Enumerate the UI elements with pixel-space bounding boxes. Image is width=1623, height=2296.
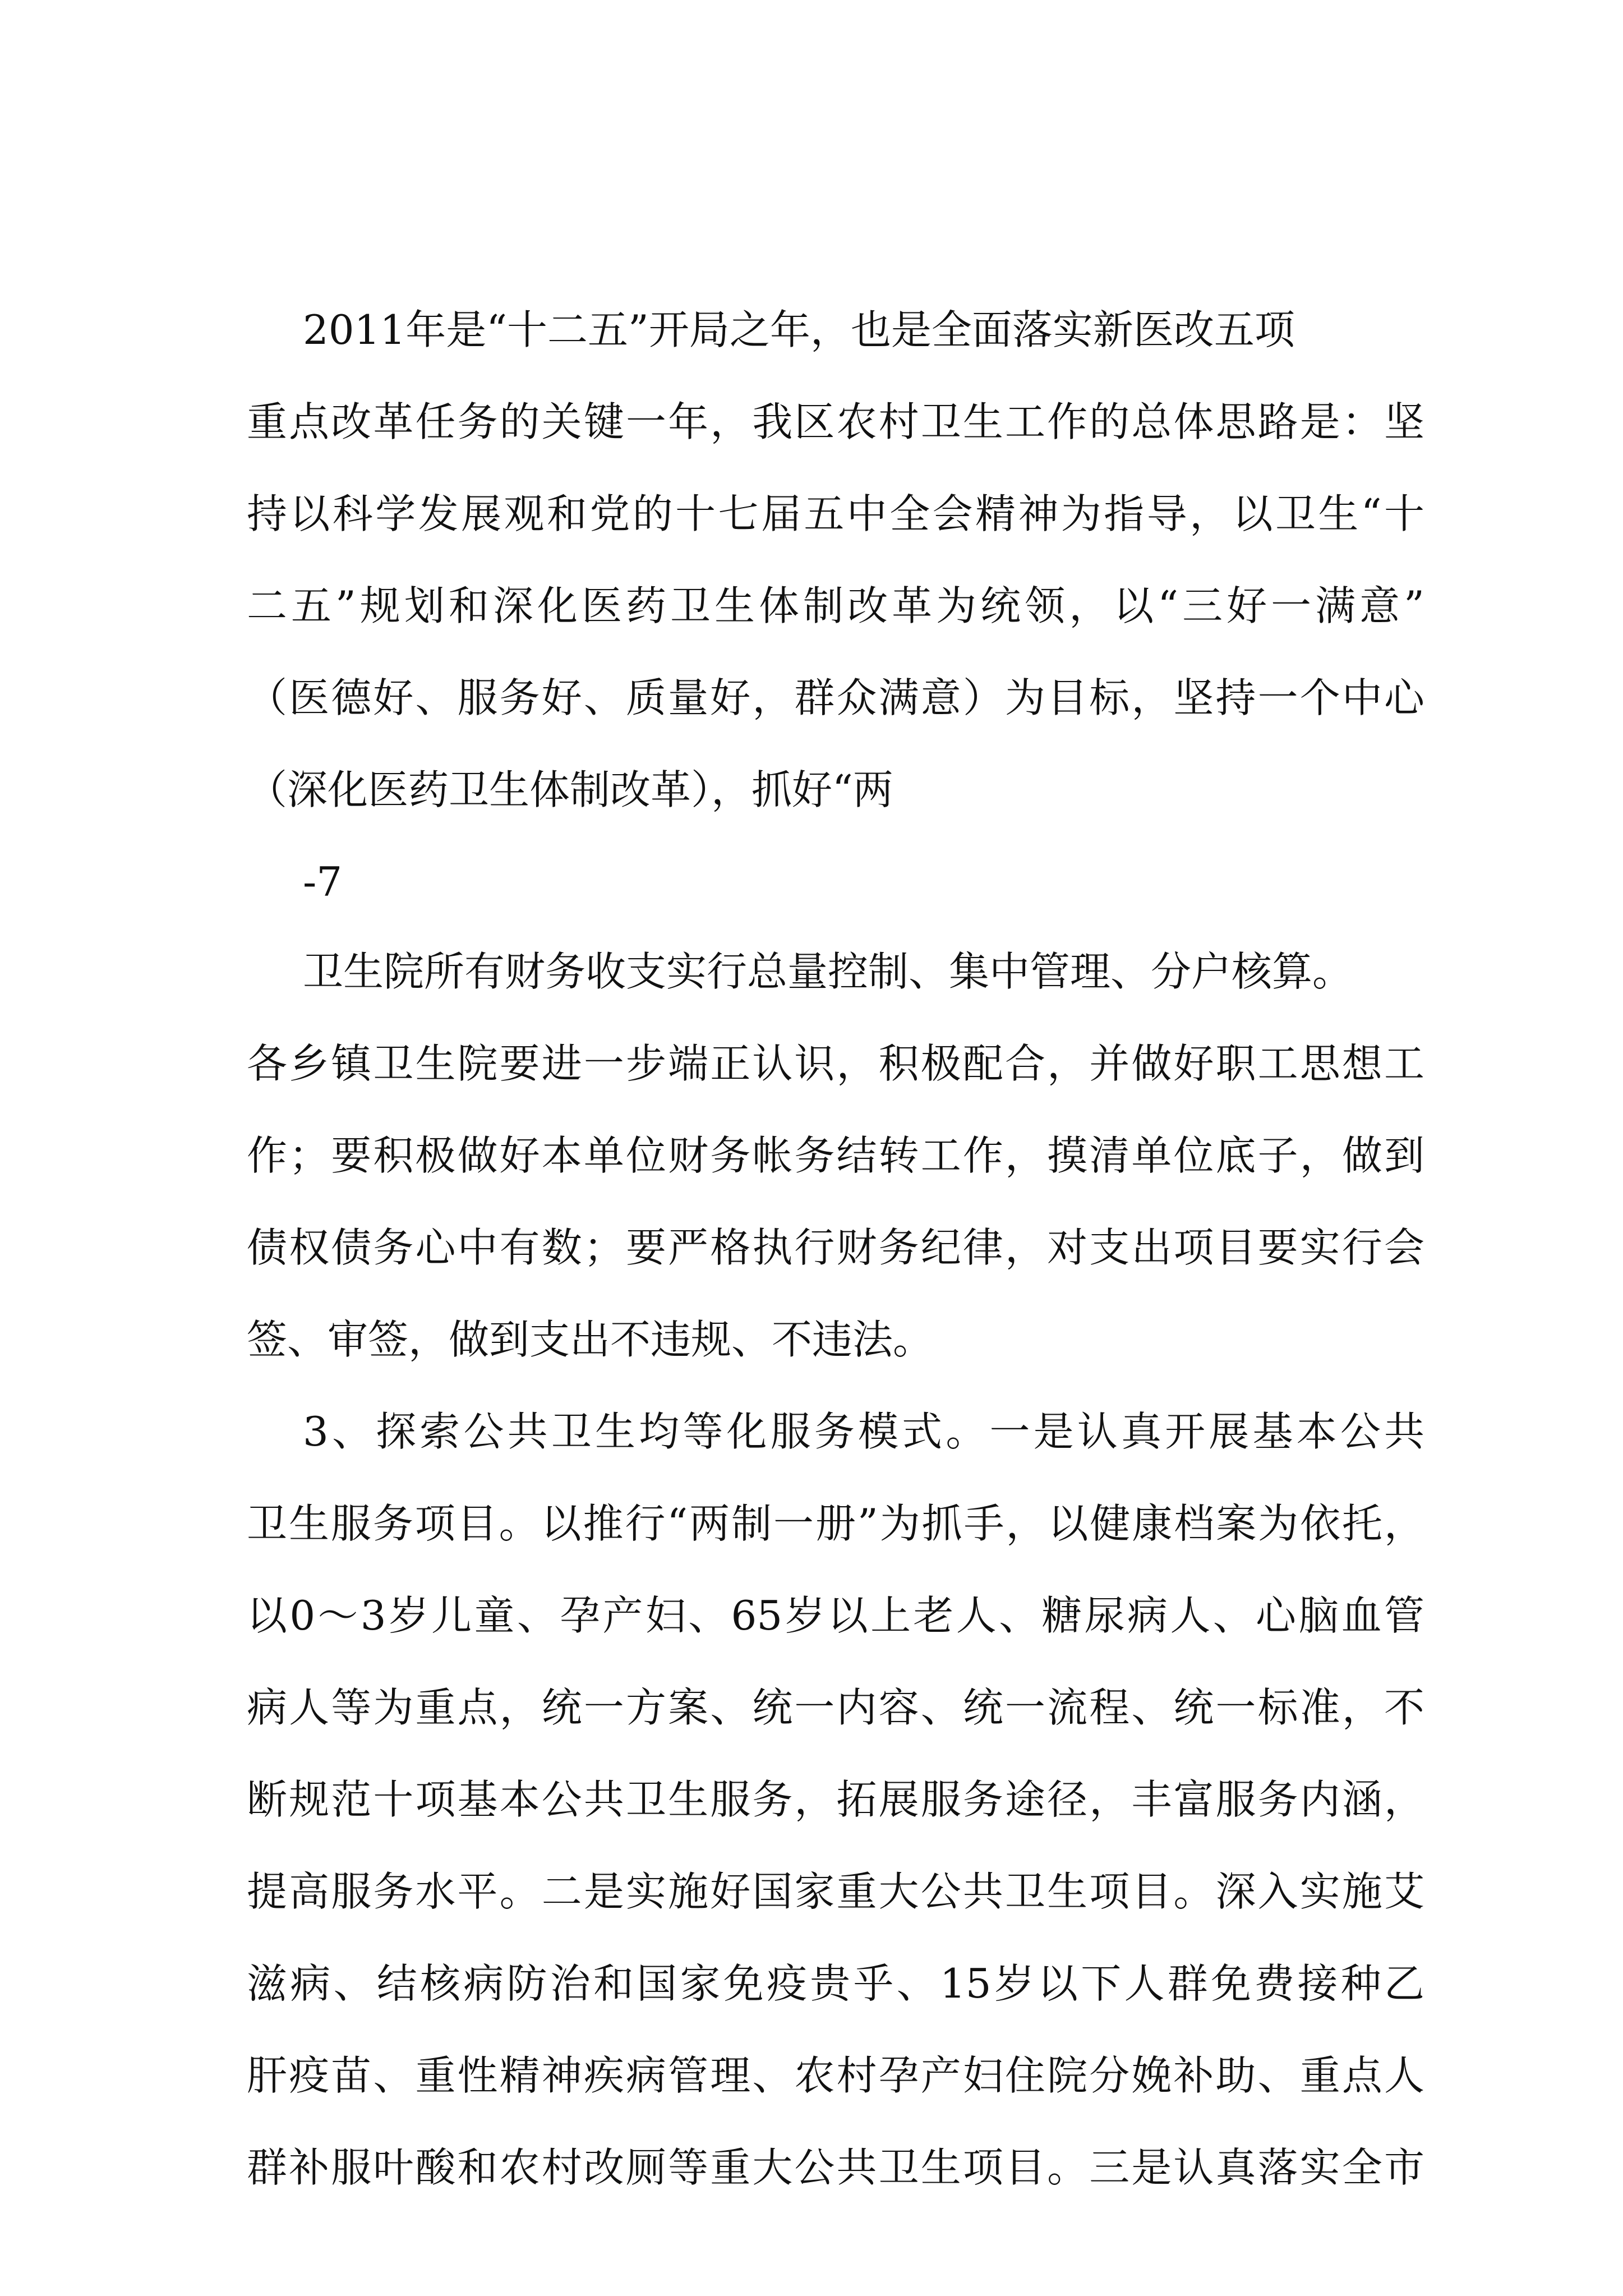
paragraph-line: 持以科学发展观和党的十七届五中全会精神为指导，以卫生“十 (247, 490, 1424, 537)
paragraph-line: （深化医药卫生体制改革），抓好“两 (247, 766, 893, 813)
page-fragment-number: -7 (303, 858, 343, 905)
paragraph-line: 作；要积极做好本单位财务帐务结转工作，摸清单位底子，做到 (247, 1132, 1424, 1179)
paragraph-line: 3、探索公共卫生均等化服务模式。一是认真开展基本公共 (303, 1408, 1424, 1455)
paragraph-line: （医德好、服务好、质量好，群众满意）为目标，坚持一个中心 (247, 674, 1424, 721)
paragraph-line: 肝疫苗、重性精神疾病管理、农村孕产妇住院分娩补助、重点人 (247, 2052, 1424, 2099)
paragraph-line: 卫生院所有财务收支实行总量控制、集中管理、分户核算。 (303, 948, 1353, 995)
paragraph-line: 债权债务心中有数；要严格执行财务纪律，对支出项目要实行会 (247, 1224, 1424, 1271)
paragraph-line: 滋病、结核病防治和国家免疫贵乎、15岁以下人群免费接种乙 (247, 1960, 1424, 2007)
paragraph-line: 签、审签，做到支出不违规、不违法。 (247, 1316, 934, 1363)
paragraph-line: 病人等为重点，统一方案、统一内容、统一流程、统一标准，不 (247, 1684, 1424, 1731)
paragraph-line: 2011年是“十二五”开局之年，也是全面落实新医改五项 (303, 306, 1295, 353)
paragraph-line: 断规范十项基本公共卫生服务，拓展服务途径，丰富服务内涵， (247, 1776, 1424, 1823)
paragraph-line: 以0～3岁儿童、孕产妇、65岁以上老人、糖尿病人、心脑血管 (247, 1592, 1424, 1639)
paragraph-line: 二五”规划和深化医药卫生体制改革为统领，以“三好一满意” (247, 582, 1424, 629)
paragraph-line: 群补服叶酸和农村改厕等重大公共卫生项目。三是认真落实全市 (247, 2144, 1424, 2191)
paragraph-line: 提高服务水平。二是实施好国家重大公共卫生项目。深入实施艾 (247, 1868, 1424, 1915)
paragraph-line: 卫生服务项目。以推行“两制一册”为抓手，以健康档案为依托， (247, 1500, 1424, 1547)
paragraph-line: 重点改革任务的关键一年，我区农村卫生工作的总体思路是：坚 (247, 398, 1424, 445)
paragraph-line: 各乡镇卫生院要进一步端正认识，积极配合，并做好职工思想工 (247, 1040, 1424, 1087)
